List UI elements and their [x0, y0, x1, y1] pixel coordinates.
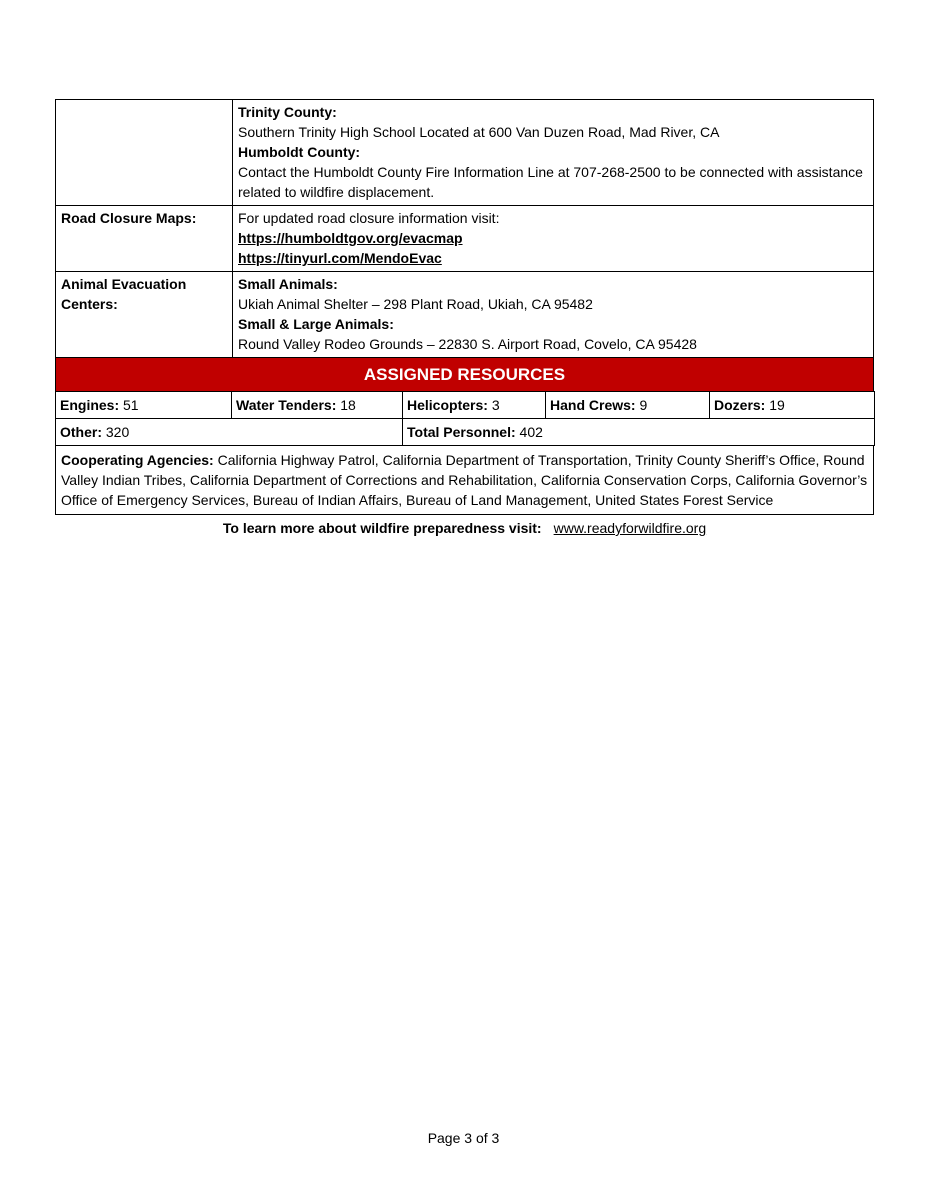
- water-tenders-cell: Water Tenders: 18: [232, 392, 403, 419]
- assigned-resources-banner: ASSIGNED RESOURCES: [55, 358, 874, 391]
- hand-crews-value: 9: [639, 397, 648, 413]
- cooperating-text: California Highway Patrol, California Department of Transportation, Trinity County Sheriff’s Office, Round Valley Indian Tribes, California Department of Corrections and Rehabilitation, California Conservation Corps, California Governor’s Office of Emergency Services, Bureau of Indian Affairs, Bureau of Land Management, United States Forest Service: [61, 452, 868, 508]
- dozers-cell: Dozers: 19: [710, 392, 875, 419]
- hand-crews-cell: Hand Crews: 9: [546, 392, 710, 419]
- trinity-heading: Trinity County:: [238, 104, 337, 120]
- total-personnel-cell: Total Personnel: 402: [403, 419, 875, 446]
- road-closure-row: [56, 206, 874, 272]
- shelter-row: [56, 100, 874, 206]
- animal-content: [233, 272, 874, 358]
- helicopters-value: 3: [491, 397, 500, 413]
- large-animals-heading: Small & Large Animals:: [238, 316, 394, 332]
- resources-table: [55, 391, 875, 446]
- small-animals-heading: Small Animals:: [238, 276, 338, 292]
- engines-cell: Engines: 51: [56, 392, 232, 419]
- cooperating-label: Cooperating Agencies:: [61, 452, 214, 468]
- water-tenders-value: 18: [340, 397, 356, 413]
- resources-row-2: [56, 419, 875, 446]
- page-number: Page 3 of 3: [427, 1130, 500, 1146]
- shelter-label-cell: [56, 100, 233, 206]
- resources-row-1: [56, 392, 875, 419]
- cooperating-agencies: [55, 446, 874, 515]
- animal-row: [56, 272, 874, 358]
- incident-document: [55, 99, 874, 538]
- dozers-value: 19: [769, 397, 785, 413]
- large-animals-text: Round Valley Rodeo Grounds – 22830 S. Airport Road, Covelo, CA 95428: [238, 336, 697, 352]
- shelter-content-cell: [233, 100, 874, 206]
- helicopters-cell: Helicopters: 3: [403, 392, 546, 419]
- other-cell: Other: 320: [56, 419, 403, 446]
- evacmap-link[interactable]: https://humboldtgov.org/evacmap: [238, 230, 463, 246]
- info-table: [55, 99, 874, 358]
- trinity-text: Southern Trinity High School Located at 600 Van Duzen Road, Mad River, CA: [238, 124, 720, 140]
- engines-value: 51: [123, 397, 139, 413]
- humboldt-text: Contact the Humboldt County Fire Information Line at 707-268-2500 to be connected with assistance related to wildfire displacement.: [238, 164, 863, 200]
- animal-label: Animal Evacuation Centers:: [56, 272, 233, 358]
- total-personnel-value: 402: [519, 424, 543, 440]
- preparedness-footer: [55, 518, 874, 538]
- road-closure-content: [233, 206, 874, 272]
- road-closure-intro: For updated road closure information visit:: [238, 210, 500, 226]
- road-closure-label: Road Closure Maps:: [56, 206, 233, 272]
- mendoevac-link[interactable]: https://tinyurl.com/MendoEvac: [238, 250, 442, 266]
- readyforwildfire-link[interactable]: www.readyforwildfire.org: [553, 520, 707, 536]
- other-value: 320: [105, 424, 130, 440]
- preparedness-text: To learn more about wildfire preparedness visit:: [222, 520, 542, 536]
- small-animals-text: Ukiah Animal Shelter – 298 Plant Road, Ukiah, CA 95482: [238, 296, 593, 312]
- humboldt-heading: Humboldt County:: [238, 144, 361, 160]
